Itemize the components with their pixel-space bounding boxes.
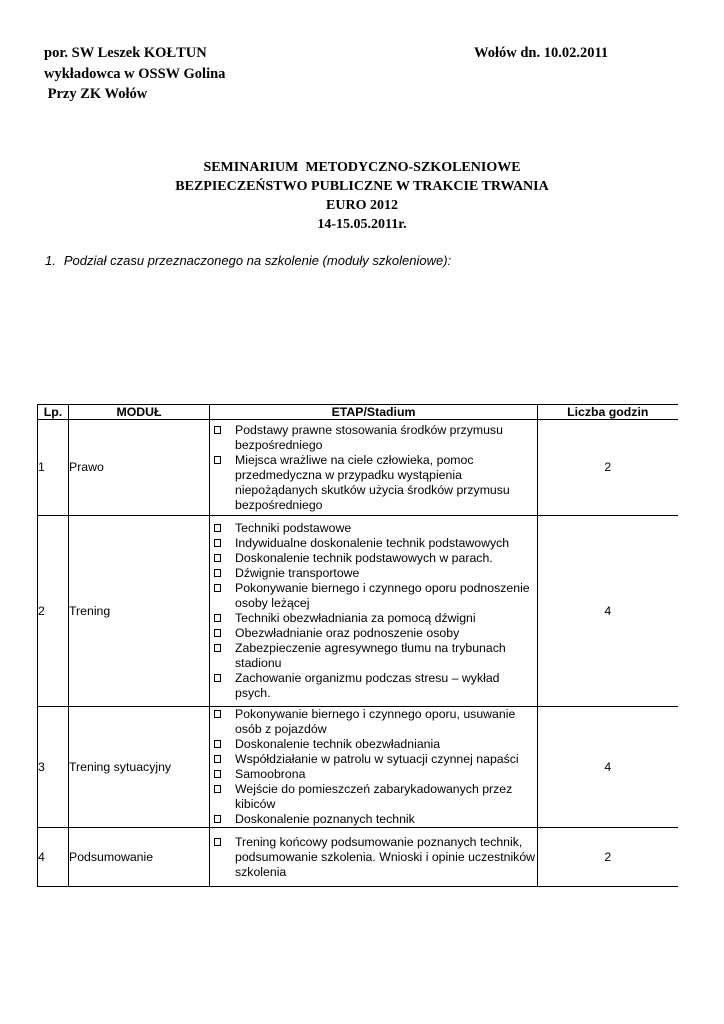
module-name: Prawo (69, 420, 210, 516)
title-line: 14-15.05.2011r. (317, 217, 407, 232)
checkbox-bullet-icon (214, 629, 221, 637)
stage-list (210, 835, 537, 880)
stage-list (210, 423, 537, 513)
column-header-stage: ETAP/Stadium (210, 405, 538, 420)
stage-text: Indywidualne doskonalenie technik podstawowych (235, 536, 510, 550)
stage-text: Dźwignie transportowe (235, 566, 360, 580)
checkbox-bullet-icon (214, 740, 221, 748)
stage-text: Techniki podstawowe (235, 521, 352, 535)
list-item (210, 812, 537, 827)
list-item (210, 782, 537, 812)
checkbox-bullet-icon (214, 644, 221, 652)
row-number: 4 (38, 828, 69, 887)
stage-text: Miejsca wrażliwe na ciele człowieka, pomoc przedmedyczna w przypadku wystąpienia niepożądanych skutków użycia środków przymusu bezpośredniego (235, 452, 510, 512)
stage-text: Samoobrona (235, 767, 306, 781)
list-item (210, 566, 537, 581)
section-heading (45, 253, 451, 268)
title-line: SEMINARIUM METODYCZNO-SZKOLENIOWE (203, 160, 521, 175)
row-number: 2 (38, 516, 69, 707)
list-item (210, 641, 537, 671)
checkbox-bullet-icon (214, 426, 221, 434)
author-institution: Przy ZK Wołów (44, 86, 148, 102)
stage-text: Zabezpieczenie agresywnego tłumu na trybunach stadionu (235, 641, 506, 670)
table-row (38, 420, 678, 516)
stage-text: Doskonalenie technik obezwładniania (235, 737, 441, 751)
list-item (210, 453, 537, 513)
row-number: 3 (38, 707, 69, 828)
checkbox-bullet-icon (214, 614, 221, 622)
modules-table (37, 404, 678, 887)
section-text: Podział czasu przeznaczonego na szkolenie (moduły szkoleniowe): (63, 253, 452, 268)
column-header-module: MODUŁ (69, 405, 210, 420)
checkbox-bullet-icon (214, 710, 221, 718)
hours-value: 4 (538, 516, 678, 707)
stage-text: Doskonalenie technik podstawowych w parach. (235, 551, 493, 565)
list-item (210, 767, 537, 782)
checkbox-bullet-icon (214, 524, 221, 532)
checkbox-bullet-icon (214, 584, 221, 592)
stage-list (210, 521, 537, 701)
hours-value: 2 (538, 420, 678, 516)
module-name: Trening sytuacyjny (69, 707, 210, 828)
stage-text: Trening końcowy podsumowanie poznanych technik, podsumowanie szkolenia. Wnioski i opinie uczestników szkolenia (235, 834, 536, 879)
column-header-lp: Lp. (38, 405, 69, 420)
checkbox-bullet-icon (214, 569, 221, 577)
stage-text: Zachowanie organizmu podczas stresu – wykład psych. (235, 671, 500, 700)
list-item (210, 835, 537, 880)
author-rank-name: por. SW Leszek KOŁTUN (44, 45, 207, 61)
list-item (210, 551, 537, 566)
column-header-hours: Liczba godzin (538, 405, 678, 420)
section-number: 1. (45, 253, 56, 268)
list-item (210, 581, 537, 611)
checkbox-bullet-icon (214, 815, 221, 823)
stage-text: Pokonywanie biernego i czynnego oporu, usuwanie osób z pojazdów (235, 707, 516, 736)
module-name: Trening (69, 516, 210, 707)
list-item (210, 611, 537, 626)
stage-list-cell (210, 516, 538, 707)
stage-text: Doskonalenie poznanych technik (235, 812, 415, 826)
author-block (44, 43, 225, 105)
stage-text: Współdziałanie w patrolu w sytuacji czynnej napaści (235, 752, 519, 766)
checkbox-bullet-icon (214, 674, 221, 682)
list-item (210, 626, 537, 641)
hours-value: 4 (538, 707, 678, 828)
stage-text: Techniki obezwładniania za pomocą dźwigni (235, 611, 476, 625)
place-date: Wołów dn. 10.02.2011 (474, 45, 609, 61)
stage-list-cell (210, 420, 538, 516)
title-line: BEZPIECZEŃSTWO PUBLICZNE W TRAKCIE TRWANIA (175, 179, 549, 194)
document-title (0, 158, 724, 234)
list-item (210, 423, 537, 453)
stage-list-cell (210, 707, 538, 828)
checkbox-bullet-icon (214, 785, 221, 793)
checkbox-bullet-icon (214, 539, 221, 547)
list-item (210, 752, 537, 767)
hours-value: 2 (538, 828, 678, 887)
list-item (210, 536, 537, 551)
author-position: wykładowca w OSSW Golina (44, 65, 226, 82)
table-row (38, 707, 678, 828)
checkbox-bullet-icon (214, 554, 221, 562)
list-item (210, 707, 537, 737)
checkbox-bullet-icon (214, 838, 221, 846)
stage-text: Obezwładnianie oraz podnoszenie osoby (235, 626, 460, 640)
title-line: EURO 2012 (326, 198, 398, 213)
stage-text: Wejście do pomieszczeń zabarykadowanych przez kibiców (235, 782, 513, 811)
module-name: Podsumowanie (69, 828, 210, 887)
table-row (38, 828, 678, 887)
stage-list-cell (210, 828, 538, 887)
list-item (210, 737, 537, 752)
stage-text: Pokonywanie biernego i czynnego oporu podnoszenie osoby leżącej (235, 581, 530, 610)
table-row (38, 516, 678, 707)
list-item (210, 671, 537, 701)
list-item (210, 521, 537, 536)
checkbox-bullet-icon (214, 456, 221, 464)
table-header-row (38, 405, 678, 420)
row-number: 1 (38, 420, 69, 516)
checkbox-bullet-icon (214, 770, 221, 778)
stage-list (210, 707, 537, 827)
stage-text: Podstawy prawne stosowania środków przymusu bezpośredniego (235, 422, 503, 452)
checkbox-bullet-icon (214, 755, 221, 763)
